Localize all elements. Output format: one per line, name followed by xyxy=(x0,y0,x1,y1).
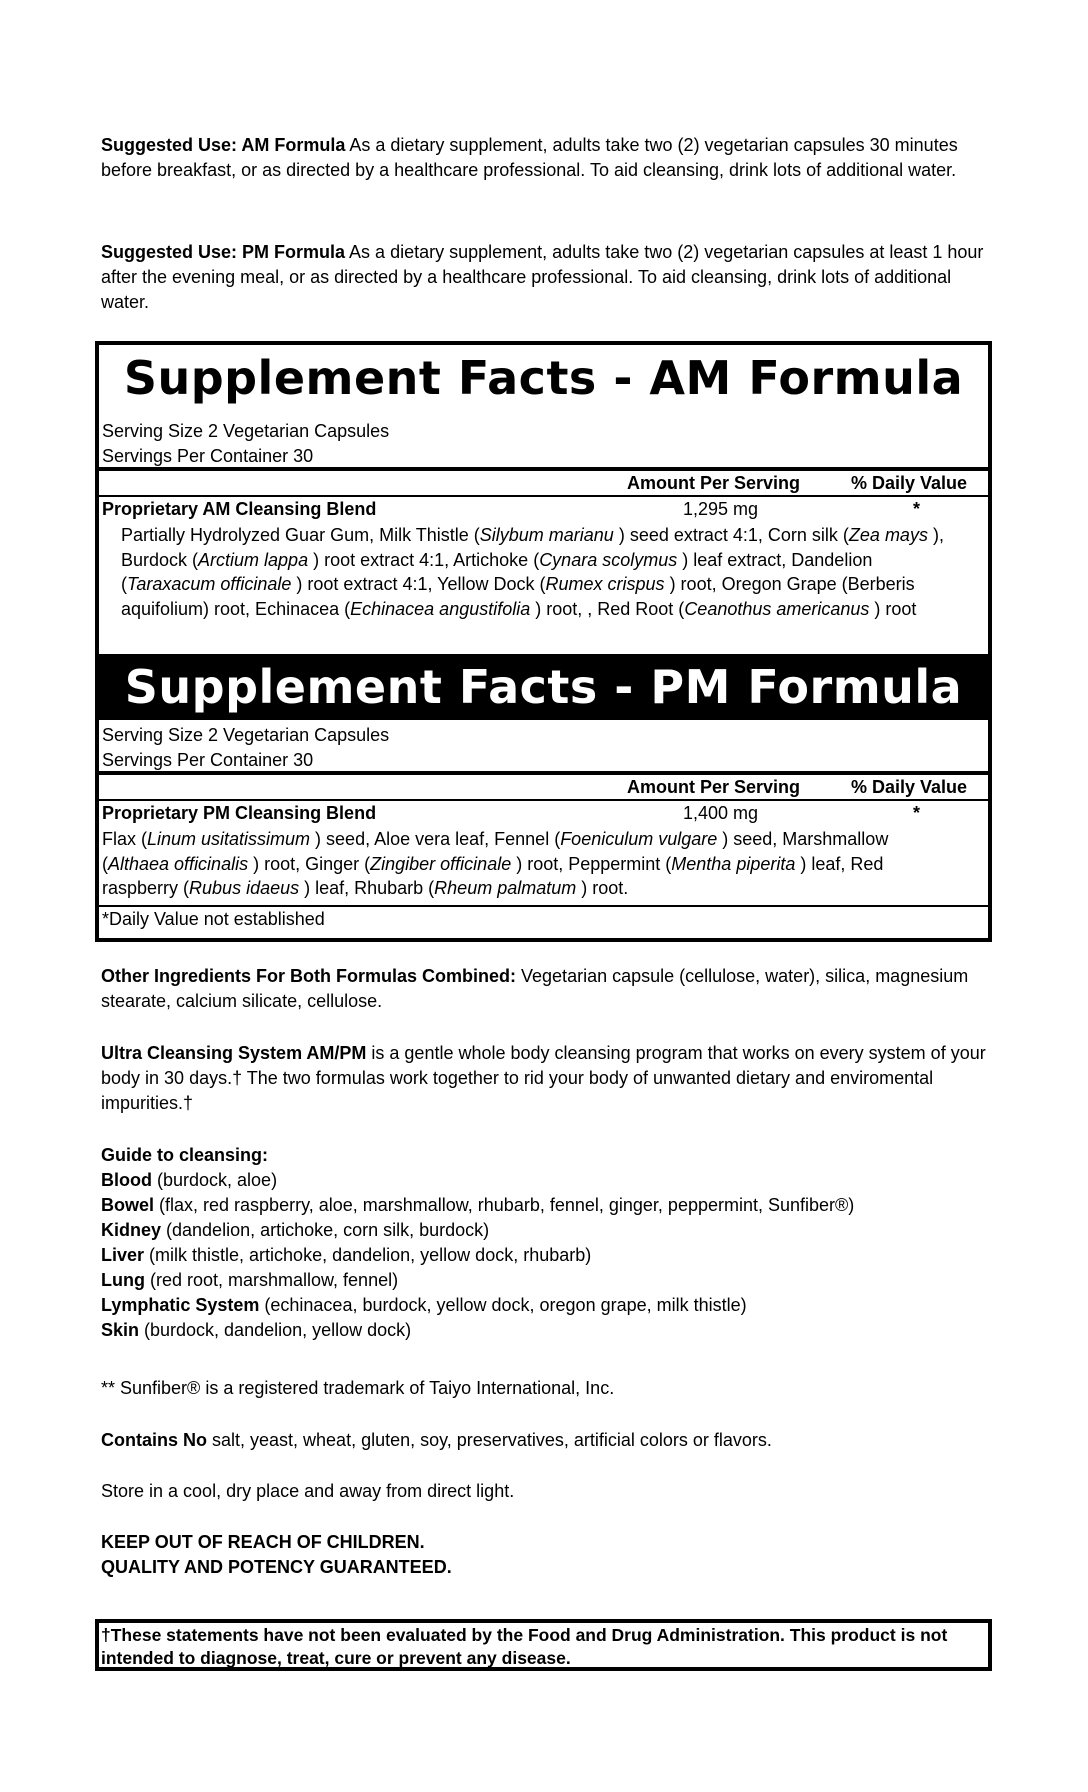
ingredient-text: ) root, Oregon Grape (Berberis aquifolium) root, Echinacea ( xyxy=(121,574,915,619)
guide-item-name: Skin xyxy=(101,1320,140,1340)
am-serving-size: Serving Size 2 Vegetarian Capsules xyxy=(102,421,390,441)
botanical-name: Zingiber officinale xyxy=(370,853,512,874)
ingredient-text: ) root extract 4:1, Yellow Dock ( xyxy=(291,574,546,594)
guide-item-name: Blood xyxy=(101,1170,152,1190)
warnings xyxy=(101,1530,991,1580)
ingredient-text: Flax ( xyxy=(102,829,147,849)
pm-facts-title: Supplement Facts - PM Formula xyxy=(99,654,988,720)
ingredient-text: ) root extract 4:1, Artichoke ( xyxy=(308,549,540,570)
guide-item-desc: (red root, marshmallow, fennel) xyxy=(144,1270,399,1290)
suggested-use-am-label: Suggested Use: AM Formula xyxy=(101,135,346,155)
guide-item-name: Bowel xyxy=(101,1195,155,1215)
warning-children: KEEP OUT OF REACH OF CHILDREN. xyxy=(101,1532,425,1552)
other-ingredients-label: Other Ingredients For Both Formulas Combined: xyxy=(101,966,517,986)
pm-dv-header: % Daily Value xyxy=(851,777,968,797)
suggested-use-pm-label: Suggested Use: PM Formula xyxy=(101,242,346,262)
am-blend-amount: 1,295 mg xyxy=(683,499,759,519)
suggested-use-am-text: As a dietary supplement, adults take two (2) vegetarian capsules 30 minutes before breakfast, or as directed by a healthcare professional. To aid cleansing, drink lots of additional water. xyxy=(101,135,958,180)
suggested-use-pm xyxy=(101,240,991,315)
botanical-name: Rubus idaeus xyxy=(189,878,300,898)
ingredient-text: ) leaf, Rhubarb ( xyxy=(299,878,435,898)
ingredient-text: ) root, Ginger ( xyxy=(248,853,371,874)
am-ingredients-list xyxy=(121,523,960,621)
pm-amount-header: Amount Per Serving xyxy=(627,777,801,797)
daily-value-footnote: *Daily Value not established xyxy=(102,909,325,929)
pm-blend-amount: 1,400 mg xyxy=(683,803,759,823)
ingredient-text: ) seed, Marshmallow ( xyxy=(102,829,889,874)
pm-column-header-row xyxy=(99,775,988,801)
guide-item-name: Lymphatic System xyxy=(101,1295,260,1315)
botanical-name: Cynara scolymus xyxy=(539,549,678,570)
pm-blend-name: Proprietary PM Cleansing Blend xyxy=(102,803,377,823)
guide-item xyxy=(101,1243,991,1268)
contains-no-text: salt, yeast, wheat, gluten, soy, preservatives, artificial colors or flavors. xyxy=(207,1430,772,1450)
warning-quality: QUALITY AND POTENCY GUARANTEED. xyxy=(101,1557,452,1577)
botanical-name: Arctium lappa xyxy=(198,549,309,570)
fda-disclaimer: †These statements have not been evaluated by the Food and Drug Administration. This product is not intended to diagnose, treat, cure or prevent any disease. xyxy=(95,1619,992,1671)
guide-item-desc: (dandelion, artichoke, corn silk, burdock) xyxy=(161,1220,490,1240)
storage-note: Store in a cool, dry place and away from direct light. xyxy=(101,1481,515,1501)
ultra-label: Ultra Cleansing System AM/PM xyxy=(101,1043,367,1063)
guide-title: Guide to cleansing: xyxy=(101,1145,269,1165)
am-blend-dv: * xyxy=(913,499,921,519)
guide-item-desc: (flax, red raspberry, aloe, marshmallow, rhubarb, fennel, ginger, peppermint, Sunfiber®) xyxy=(154,1195,855,1215)
cleansing-guide xyxy=(101,1143,991,1343)
botanical-name: Foeniculum vulgare xyxy=(560,829,718,849)
guide-item xyxy=(101,1318,991,1343)
botanical-name: Linum usitatissimum xyxy=(147,829,311,849)
ingredient-text: ) root xyxy=(869,598,917,619)
ingredient-text: ), Burdock ( xyxy=(121,525,944,570)
pm-serving-size: Serving Size 2 Vegetarian Capsules xyxy=(102,725,390,745)
guide-list xyxy=(101,1168,991,1343)
am-amount-header: Amount Per Serving xyxy=(627,473,801,493)
ingredient-text: ) leaf extract, Dandelion ( xyxy=(121,549,873,594)
botanical-name: Ceanothus americanus xyxy=(684,598,870,619)
ingredient-text: Partially Hydrolyzed Guar Gum, Milk Thistle ( xyxy=(121,525,480,545)
botanical-name: Mentha piperita xyxy=(671,853,796,874)
guide-item-desc: (burdock, aloe) xyxy=(152,1170,278,1190)
guide-item-desc: (milk thistle, artichoke, dandelion, yellow dock, rhubarb) xyxy=(144,1245,592,1265)
botanical-name: Althaea officinalis xyxy=(108,853,249,874)
am-blend-row xyxy=(99,497,988,522)
other-ingredients-text: Vegetarian capsule (cellulose, water), silica, magnesium stearate, calcium silicate, cellulose. xyxy=(101,966,969,1011)
guide-item xyxy=(101,1193,991,1218)
am-column-header-row xyxy=(99,471,988,497)
guide-item-desc: (burdock, dandelion, yellow dock) xyxy=(139,1320,412,1340)
ultra-text: is a gentle whole body cleansing program that works on every system of your body in 30 days.† The two formulas work together to rid your body of unwanted dietary and enviromental impurities.† xyxy=(101,1043,986,1113)
guide-item xyxy=(101,1168,991,1193)
am-facts-title: Supplement Facts - AM Formula xyxy=(123,351,964,405)
pm-blend-dv: * xyxy=(913,803,921,823)
botanical-name: Zea mays xyxy=(848,525,928,545)
am-blend-name: Proprietary AM Cleansing Blend xyxy=(102,499,377,519)
supplement-facts-panel xyxy=(95,341,992,942)
guide-item-name: Kidney xyxy=(101,1220,162,1240)
ingredient-text: ) root, , Red Root ( xyxy=(530,598,685,619)
pm-blend-row xyxy=(99,801,988,826)
guide-item xyxy=(101,1293,991,1318)
guide-item-name: Lung xyxy=(101,1270,145,1290)
contains-no xyxy=(101,1428,991,1453)
guide-item-desc: (echinacea, burdock, yellow dock, oregon grape, milk thistle) xyxy=(259,1295,747,1315)
ingredient-text: ) leaf, Red raspberry ( xyxy=(102,853,884,898)
botanical-name: Silybum marianu xyxy=(479,525,614,545)
guide-item xyxy=(101,1218,991,1243)
ingredient-text: ) root. xyxy=(576,878,629,898)
guide-item-name: Liver xyxy=(101,1245,145,1265)
ultra-cleansing-description xyxy=(101,1041,991,1116)
botanical-name: Rumex crispus xyxy=(545,574,665,594)
pm-servings-per-container: Servings Per Container 30 xyxy=(99,748,988,775)
botanical-name: Echinacea angustifolia xyxy=(350,598,531,619)
botanical-name: Rheum palmatum xyxy=(434,878,577,898)
pm-ingredients-list xyxy=(102,827,960,901)
ingredient-text: ) root, Peppermint ( xyxy=(511,853,672,874)
other-ingredients xyxy=(101,964,991,1014)
am-servings-per-container: Servings Per Container 30 xyxy=(99,444,988,471)
ingredient-text: ) seed, Aloe vera leaf, Fennel ( xyxy=(310,829,561,849)
botanical-name: Taraxacum officinale xyxy=(127,574,292,594)
contains-no-label: Contains No xyxy=(101,1430,207,1450)
am-dv-header: % Daily Value xyxy=(851,473,968,493)
ingredient-text: ) seed extract 4:1, Corn silk ( xyxy=(613,525,849,545)
guide-item xyxy=(101,1268,991,1293)
trademark-note: ** Sunfiber® is a registered trademark of Taiyo International, Inc. xyxy=(101,1378,615,1398)
suggested-use-am xyxy=(101,133,991,183)
suggested-use-pm-text: As a dietary supplement, adults take two (2) vegetarian capsules at least 1 hour after the evening meal, or as directed by a healthcare professional. To aid cleansing, drink lots of additional water. xyxy=(101,242,984,312)
